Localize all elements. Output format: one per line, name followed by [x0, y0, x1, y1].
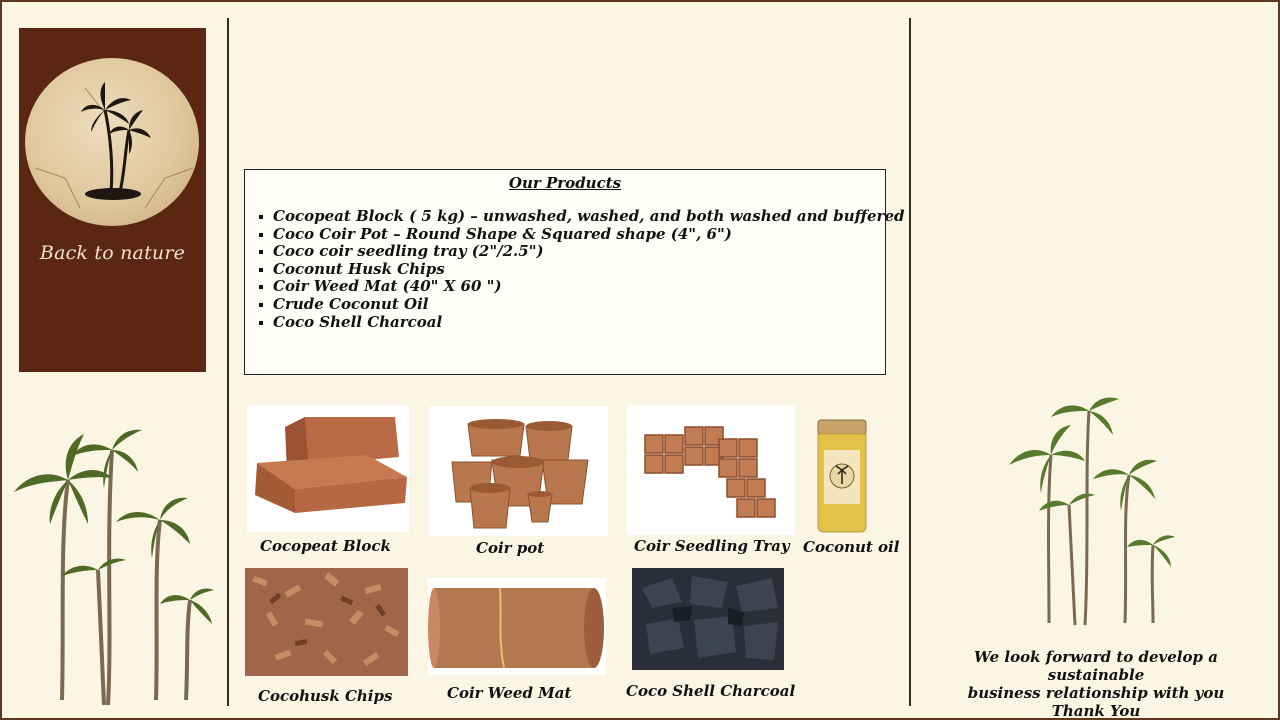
cocopeat-caption: Cocopeat Block [260, 537, 391, 555]
product-item: Coconut Husk Chips [273, 261, 904, 279]
cocopeat-block-image [247, 405, 409, 532]
products-panel [244, 169, 905, 375]
coir-weed-mat-caption: Coir Weed Mat [447, 684, 572, 702]
coco-shell-charcoal-caption: Coco Shell Charcoal [626, 682, 796, 700]
cocohusk-caption: Cocohusk Chips [258, 687, 393, 705]
coir-pot-caption: Coir pot [476, 539, 545, 557]
products-list [255, 208, 904, 331]
product-item: Coir Weed Mat (40" X 60 ") [273, 278, 904, 296]
product-item: Cocopeat Block ( 5 kg) – unwashed, washed, and both washed and buffered [273, 207, 905, 225]
cocohusk-chips-image [245, 568, 408, 676]
palm-trees-right-image [1005, 395, 1180, 630]
seedling-tray-image [627, 405, 795, 535]
left-divider [227, 18, 229, 706]
coconut-oil-jar-image [814, 418, 870, 534]
closing-line-1: We look forward to develop a sustainable [974, 648, 1218, 684]
coir-weed-mat-image [428, 578, 606, 675]
coconut-oil-caption: Coconut oil [803, 538, 900, 556]
brand-logo-circle [25, 58, 199, 226]
seedling-tray-caption: Coir Seedling Tray [634, 537, 790, 555]
product-item: Crude Coconut Oil [273, 296, 904, 314]
palm-tree-logo-icon [25, 58, 199, 226]
coir-pot-image [430, 406, 608, 536]
brand-tagline: Back to nature [39, 242, 186, 264]
products-title: Our Products [508, 174, 622, 192]
product-item: Coco Shell Charcoal [273, 314, 904, 332]
closing-thank-you: Thank You [1051, 702, 1141, 720]
right-divider [909, 18, 911, 706]
closing-message [926, 648, 1266, 720]
palm-trees-left-image [8, 420, 223, 710]
closing-line-2: business relationship with you [967, 684, 1225, 702]
product-item: Coco coir seedling tray (2"/2.5") [273, 243, 904, 261]
brand-panel [19, 28, 206, 372]
product-item: Coco Coir Pot – Round Shape & Squared shape (4", 6") [273, 226, 904, 244]
coco-shell-charcoal-image [632, 568, 784, 670]
